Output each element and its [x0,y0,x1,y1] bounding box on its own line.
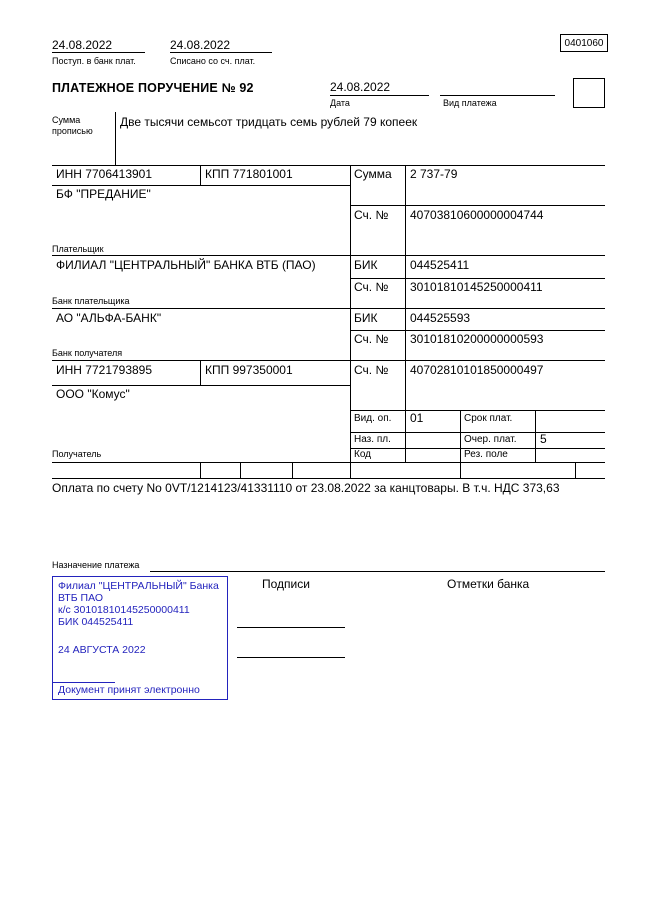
purpose-text: Оплата по счету No 0VT/1214123/41331110 от 23.08.2022 за канцтовары. В т.ч. НДС 373,63 [52,481,560,495]
payee-bank-section-label: Банк получателя [52,348,123,358]
stamp-corr-account: к/с 30101810145250000411 [58,604,190,616]
amount-words-divider [115,112,116,165]
payer-bank-bik-label: БИК [354,258,378,272]
payment-kind-label: Вид платежа [443,98,497,108]
doc-date-label: Дата [330,98,350,108]
purpose-code-label: Наз. пл. [354,434,391,445]
stamp-footer: Документ принят электронно [58,684,200,696]
signatures-label: Подписи [262,577,310,591]
payer-bank-account-label: Сч. № [354,280,389,294]
table-line [350,205,605,206]
op-type-value: 01 [410,411,424,425]
table-line [575,462,576,478]
payer-bank-section-label: Банк плательщика [52,296,130,306]
table-line [460,410,461,462]
payee-bank-name: АО "АЛЬФА-БАНК" [56,311,162,325]
table-line [52,185,350,186]
table-line [200,165,201,185]
table-line [405,165,406,462]
payer-bank-name: ФИЛИАЛ "ЦЕНТРАЛЬНЫЙ" БАНКА ВТБ (ПАО) [56,258,316,272]
op-type-label: Вид. оп. [354,413,392,424]
payer-section-label: Плательщик [52,244,104,254]
debited-date-label: Списано со сч. плат. [170,56,256,66]
amount-words: Две тысячи семьсот тридцать семь рублей 79 копеек [120,115,418,129]
received-date: 24.08.2022 [52,38,113,52]
payer-inn: ИНН 7706413901 [56,167,153,181]
payee-inn: ИНН 7721793895 [56,363,153,377]
sum-label: Сумма [354,167,392,181]
table-line [292,462,293,478]
payment-queue-value: 5 [540,432,547,446]
table-line [200,360,201,385]
payee-bank-bik-label: БИК [354,311,378,325]
form-code-box [560,34,608,52]
stamp-bank-name-line1: Филиал "ЦЕНТРАЛЬНЫЙ" Банка [58,580,219,592]
received-date-underline [52,52,145,53]
payee-kpp: КПП 997350001 [205,363,293,377]
stamp-bik: БИК 044525411 [58,616,134,628]
table-line [52,385,350,386]
table-line [52,462,605,463]
stamp-divider [53,682,115,683]
table-line [350,165,351,478]
payee-name: ООО "Комус" [56,387,130,401]
table-line [350,330,605,331]
purpose-label: Назначение платежа [52,560,140,570]
table-line [350,432,605,433]
payment-kind-underline [440,95,555,96]
amount-words-label-2: прописью [52,126,93,136]
payee-bank-bik: 044525593 [410,311,471,325]
doc-date-underline [330,95,429,96]
stamp-bank-name-line2: ВТБ ПАО [58,592,104,604]
form-code: 0401060 [564,37,604,49]
received-date-label: Поступ. в банк плат. [52,56,136,66]
table-line [240,462,241,478]
payee-bank-account: 30101810200000000593 [410,332,544,346]
bank-marks-label: Отметки банка [447,577,530,591]
table-line [460,462,461,478]
code-label: Код [354,449,372,460]
amount-words-label-1: Сумма [52,115,81,125]
table-line [52,165,605,166]
table-line [350,278,605,279]
table-line [52,478,605,479]
doc-title: ПЛАТЕЖНОЕ ПОРУЧЕНИЕ № 92 [52,81,254,95]
payer-name: БФ "ПРЕДАНИЕ" [56,187,151,201]
sum-value: 2 737-79 [410,167,458,181]
reserve-field-label: Рез. поле [464,449,508,460]
table-line [52,360,605,361]
payee-account: 40702810101850000497 [410,363,544,377]
doc-date: 24.08.2022 [330,80,391,94]
payer-kpp: КПП 771801001 [205,167,293,181]
payment-term-label: Срок плат. [464,413,513,424]
payment-kind-box [573,78,605,108]
payee-section-label: Получатель [52,449,102,459]
debited-date: 24.08.2022 [170,38,231,52]
table-line [350,410,605,411]
payee-bank-account-label: Сч. № [354,332,389,346]
stamp-date: 24 АВГУСТА 2022 [58,644,146,656]
table-line [52,255,605,256]
payer-account-label: Сч. № [354,208,389,222]
payer-bank-account: 30101810145250000411 [410,280,543,294]
table-line [535,410,536,462]
bank-stamp [52,576,228,700]
table-line [52,308,605,309]
table-line [200,462,201,478]
debited-date-underline [170,52,272,53]
payer-bank-bik: 044525411 [410,258,470,272]
signature-line [237,657,345,658]
payee-account-label: Сч. № [354,363,389,377]
signature-line [237,627,345,628]
payment-queue-label: Очер. плат. [464,434,517,445]
payer-account: 40703810600000004744 [410,208,544,222]
purpose-underline [150,571,605,572]
